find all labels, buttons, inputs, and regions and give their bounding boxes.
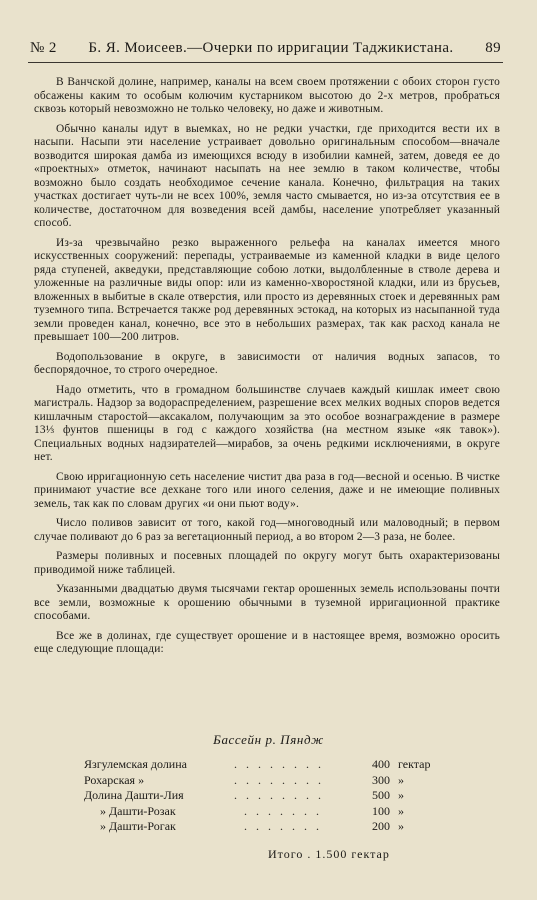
row-value: 200 (372, 819, 390, 833)
row-value: 300 (372, 772, 390, 787)
row-value: 500 (372, 788, 390, 802)
row-unit: » (398, 788, 404, 802)
table-row (84, 804, 444, 820)
table-row (84, 757, 444, 773)
leader-dots: . . . . . . . . (234, 772, 324, 787)
paragraph: Свою ирригационную сеть население чистит два раза в год—весной и осенью. В чистке принимают участие все дехкане того или иного селения, даже и не имеющие поливных земель, так как по словам других «и они пьют воду». (34, 470, 500, 510)
leader-dots: . . . . . . . . (234, 757, 324, 771)
paragraph: Надо отметить, что в громадном большинстве случаев каждый кишлак имеет свою магистраль. Надзор за водораспределением, разрешение всех мелких водных споров ведется кишлачным старостой—аксакалом, получающим за это особое вознаграждение в размере 13⅓ фунтов пшеницы в год с каждого хозяйства (на местном языке «як тавок»). Специальных водных надзирателей—мирабов, за очень редкими исключениями, в округе нет. (34, 383, 500, 463)
row-name: Рохарская » (84, 772, 145, 787)
page-number: 89 (485, 40, 501, 56)
paragraph: В Ванчской долине, например, каналы на всем своем протяжении с обоих сторон густо обсажены каким то особым колючим кустарником высотою до 2-х метров, пробраться сквозь который невозможно не только человеку, но даже и животным. (34, 76, 500, 115)
paragraph: Обычно каналы идут в выемках, но не редки участки, где приходится вести их в насыпи. Насыпи эти население устраивает довольно оригинальным способом—вначале возводится широкая дамба из имеющихся всюду в изобилии камней, затем, доведя ее до «проектных» отметок, начинают насыпать на нее землю в таком количестве, чтобы возможно было создать необходимое сечение канала. Конечно, фильтрация на таких участках достигает чуть-ли не всех 100%, земля часто смывается, но из-за отсутствия ее в количестве, достаточном для возведения всей дамбы, население употребляет указанный способ. (34, 122, 500, 229)
table-caption: Бассейн р. Пяндж (213, 732, 324, 747)
area-table (84, 757, 444, 835)
table-row (84, 819, 444, 835)
paragraph: Водопользование в округе, в зависимости от наличия водных запасов, то беспорядочное, то строго очередное. (34, 350, 500, 376)
row-name: » Дашти-Рогак (100, 819, 176, 833)
leader-dots: . . . . . . . . (234, 788, 324, 802)
row-name: Долина Дашти-Лия (84, 788, 184, 802)
leader-dots: . . . . . . . (244, 819, 322, 833)
row-unit: » (398, 772, 404, 787)
row-unit: » (398, 803, 404, 818)
paragraph: Размеры поливных и посевных площадей по округу могут быть охарактеризованы приводимой ниже таблицей. (34, 550, 500, 576)
row-unit: гектар (398, 757, 431, 771)
article-body (34, 76, 500, 663)
row-unit: » (398, 819, 404, 833)
page-header (30, 40, 501, 57)
header-rule (28, 62, 503, 63)
row-name: Язгулемская долина (84, 757, 187, 771)
table-row (84, 773, 444, 789)
running-title: Б. Я. Моисеев.—Очерки по ирригации Таджикистана. (88, 40, 454, 56)
row-value: 100 (372, 803, 390, 818)
paragraph: Число поливов зависит от того, какой год—многоводный или маловодный; в первом случае поливают до 6 раз за вегетационный период, а во втором 2—3 раза, не более. (34, 517, 500, 543)
issue-number: № 2 (30, 40, 57, 56)
row-name: » Дашти-Розак (100, 803, 176, 818)
table-row (84, 788, 444, 804)
paragraph: Все же в долинах, где существует орошение и в настоящее время, возможно оросить еще следующие площади: (34, 629, 500, 655)
paragraph: Из-за чрезвычайно резко выраженного рельефа на каналах имеется много искусственных сооружений: перепады, устраиваемые из каменной кладки в виде целого ряда ступеней, акведуки, представляющие собою лотки, выдолбленные в стволе дерева и уложенные на различные виды опор: или из каменно-хворостяной кладки, или из брусьев, вложенных в выбитые в скале отверстия, или просто из деревянных стоек и деревянных рам туземного типа. Встречается также род деревянных эстокад, на которых из насыпанной туда земли проведен канал, конечно, все это в небольших размерах, так как расход канала не превышает 100—200 литров. (34, 236, 500, 343)
table-total: Итого . 1.500 гектар (268, 847, 390, 861)
paragraph: Указанными двадцатью двумя тысячами гектар орошенных земель использованы почти все земли, возможные к орошению обычными в тузeмной ирригационной практике способами. (34, 583, 500, 622)
leader-dots: . . . . . . . (244, 803, 322, 818)
row-value: 400 (372, 757, 390, 771)
